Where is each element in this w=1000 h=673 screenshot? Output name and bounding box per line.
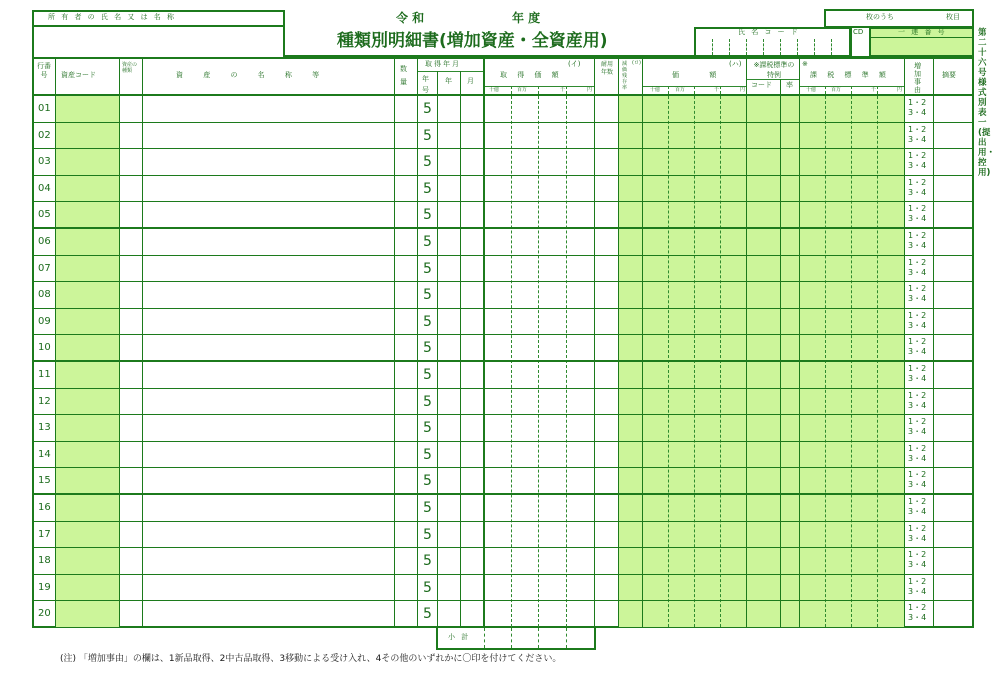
unit-label: 円	[587, 87, 593, 93]
increase-reason-options[interactable]: 3・4	[908, 507, 927, 516]
row-divider	[32, 574, 974, 575]
row-divider	[32, 388, 974, 389]
row-divider	[32, 467, 974, 468]
row-divider	[32, 521, 974, 522]
increase-reason-options[interactable]: 1・2	[908, 443, 927, 453]
side-form-label: 第二十六号様式別表一(提出用・控用)	[978, 28, 996, 178]
col-increase-reason: 増加事由	[914, 62, 921, 94]
increase-reason-options[interactable]: 3・4	[908, 586, 927, 596]
col-life: 耐用年数	[601, 61, 614, 76]
era-value: 5	[423, 420, 432, 437]
increase-reason-options[interactable]: 1・2	[908, 284, 927, 294]
footnote: (注) 「増加事由」の欄は、1新品取得、2中古品取得、3移動による受け入れ、4その他のいずれかに〇印を付けてください。	[60, 654, 562, 664]
col-quantity: 数量	[400, 65, 407, 86]
col-reduction: 減価残存率	[622, 61, 628, 91]
increase-reason-options[interactable]: 1・2	[908, 337, 927, 347]
page-title: 種類別明細書(増加資産・全資産用)	[337, 31, 608, 51]
col-acq-cost: 取 得 価 額	[500, 71, 563, 79]
unit-label: 千	[560, 87, 566, 93]
row-number: 10	[38, 342, 51, 354]
col-remarks: 摘要	[942, 71, 956, 79]
increase-reason-options[interactable]: 1・2	[908, 550, 927, 560]
row-number: 03	[38, 156, 51, 168]
row-number: 04	[38, 182, 51, 194]
increase-reason-options[interactable]: 1・2	[908, 310, 927, 320]
increase-reason-options[interactable]: 3・4	[908, 533, 927, 543]
era-value: 5	[423, 500, 432, 516]
increase-reason-options[interactable]: 3・4	[908, 134, 927, 144]
increase-reason-options[interactable]: 3・4	[908, 427, 927, 437]
increase-reason-options[interactable]: 1・2	[908, 364, 927, 373]
row-divider	[32, 360, 974, 362]
unit-label: 千	[714, 87, 720, 93]
row-divider	[32, 281, 974, 282]
col-tax-base: 課 税 標 準 額	[810, 71, 890, 79]
unit-label: 百万	[675, 87, 686, 93]
unit-label: 十億	[489, 87, 500, 93]
row-number: 02	[38, 129, 51, 141]
increase-reason-options[interactable]: 1・2	[908, 257, 927, 267]
row-divider	[32, 148, 974, 149]
row-divider	[32, 201, 974, 202]
col-special-code: コード	[751, 81, 772, 89]
col-era: 年号	[422, 75, 429, 94]
col-asset-type: 資産の種類	[122, 62, 138, 74]
row-number: 13	[38, 422, 51, 434]
era-value: 5	[423, 154, 432, 171]
name-code-label: 氏 名 コ ー ド	[738, 28, 800, 36]
owner-divider	[32, 25, 285, 27]
increase-reason-options[interactable]: 3・4	[908, 108, 927, 117]
row-number: 05	[38, 209, 51, 221]
increase-reason-options[interactable]: 1・2	[908, 98, 927, 107]
era-value: 5	[423, 127, 432, 144]
era-value: 5	[423, 446, 432, 463]
row-number: 15	[38, 475, 51, 487]
era-value: 5	[423, 101, 432, 117]
era-value: 5	[423, 553, 432, 570]
increase-reason-options[interactable]: 3・4	[908, 187, 927, 197]
row-number: 20	[38, 608, 51, 620]
row-divider	[32, 334, 974, 335]
col-month: 月	[467, 77, 474, 85]
row-divider	[32, 227, 974, 229]
increase-reason-options[interactable]: 3・4	[908, 400, 927, 410]
row-number: 07	[38, 262, 51, 274]
increase-reason-options[interactable]: 3・4	[908, 374, 927, 383]
row-divider	[32, 547, 974, 548]
increase-reason-options[interactable]: 1・2	[908, 603, 927, 613]
col-year: 年	[445, 77, 452, 85]
row-number: 16	[38, 502, 51, 513]
increase-reason-options[interactable]: 1・2	[908, 417, 927, 427]
row-number: 18	[38, 555, 51, 567]
unit-label: 円	[740, 87, 746, 93]
row-divider	[32, 255, 974, 256]
row-number: 11	[38, 369, 51, 380]
page-number-label: 枚目	[946, 13, 960, 21]
cd-label: CD	[853, 28, 864, 36]
row-number: 19	[38, 581, 51, 593]
increase-reason-options[interactable]: 1・2	[908, 497, 927, 506]
row-number: 09	[38, 315, 51, 327]
col-value-mark: (ハ)	[729, 60, 742, 68]
owner-label: 所 有 者 の 氏 名 又 は 名 称	[48, 13, 177, 21]
increase-reason-options[interactable]: 1・2	[908, 231, 927, 240]
era-value: 5	[423, 579, 432, 596]
row-number: 01	[38, 103, 51, 114]
row-divider	[32, 308, 974, 309]
increase-reason-options[interactable]: 1・2	[908, 470, 927, 480]
increase-reason-options[interactable]: 1・2	[908, 204, 927, 214]
row-divider	[32, 122, 974, 123]
row-number: 06	[38, 236, 51, 247]
increase-reason-options[interactable]: 3・4	[908, 560, 927, 570]
era-value: 5	[423, 234, 432, 250]
increase-reason-options[interactable]: 3・4	[908, 320, 927, 330]
row-number: 08	[38, 289, 51, 301]
row-number: 17	[38, 528, 51, 540]
era-value: 5	[423, 260, 432, 277]
row-divider	[32, 441, 974, 442]
increase-reason-options[interactable]: 1・2	[908, 151, 927, 161]
increase-reason-options[interactable]: 3・4	[908, 241, 927, 250]
era-value: 5	[423, 313, 432, 330]
col-special-rate: 率	[786, 81, 793, 89]
row-divider	[32, 493, 974, 495]
col-special: ※課税標準の特例	[753, 61, 795, 79]
era-value: 5	[423, 207, 432, 224]
row-divider	[32, 414, 974, 415]
increase-reason-options[interactable]: 1・2	[908, 390, 927, 400]
increase-reason-options[interactable]: 3・4	[908, 267, 927, 277]
era-value: 5	[423, 340, 432, 357]
increase-reason-options[interactable]: 3・4	[908, 294, 927, 304]
era-value: 5	[423, 287, 432, 304]
row-number: 14	[38, 448, 51, 460]
era-value: 5	[423, 473, 432, 490]
subtotal-label: 小 計	[448, 633, 471, 641]
row-number: 12	[38, 395, 51, 407]
increase-reason-options[interactable]: 3・4	[908, 453, 927, 463]
col-acq-mark: (イ)	[568, 60, 581, 68]
col-asset-name: 資 産 の 名 称 等	[176, 71, 329, 79]
increase-reason-options[interactable]: 3・4	[908, 480, 927, 490]
unit-label: 十億	[650, 87, 661, 93]
col-row-number: 行番号	[37, 62, 51, 79]
unit-label: 円	[897, 87, 903, 93]
row-divider	[32, 600, 974, 601]
increase-reason-options[interactable]: 1・2	[908, 523, 927, 533]
row-divider	[32, 175, 974, 176]
col-asset-code: 資産コード	[61, 71, 96, 79]
era-value: 5	[423, 180, 432, 197]
fiscal-year-label: 年 度	[512, 11, 541, 25]
increase-reason-options[interactable]: 3・4	[908, 214, 927, 224]
era-label: 令 和	[396, 11, 425, 25]
col-tax-mark: ※	[802, 60, 808, 68]
era-value: 5	[423, 606, 432, 623]
unit-label: 百万	[831, 87, 842, 93]
col-value: 価 額	[672, 71, 731, 79]
col-acquired: 取得年月	[425, 60, 461, 68]
col-reduction-mark: (ロ)	[632, 60, 641, 66]
unit-label: 十億	[806, 87, 817, 93]
era-value: 5	[423, 367, 432, 383]
increase-reason-options[interactable]: 3・4	[908, 347, 927, 357]
increase-reason-options[interactable]: 1・2	[908, 576, 927, 586]
increase-reason-options[interactable]: 3・4	[908, 613, 927, 623]
increase-reason-options[interactable]: 1・2	[908, 124, 927, 134]
era-value: 5	[423, 393, 432, 410]
serial-number-label: 一 連 番 号	[898, 28, 947, 36]
unit-label: 千	[871, 87, 877, 93]
increase-reason-options[interactable]: 3・4	[908, 161, 927, 171]
unit-label: 百万	[517, 87, 528, 93]
increase-reason-options[interactable]: 1・2	[908, 177, 927, 187]
era-value: 5	[423, 526, 432, 543]
page-of-label: 枚のうち	[866, 13, 894, 21]
